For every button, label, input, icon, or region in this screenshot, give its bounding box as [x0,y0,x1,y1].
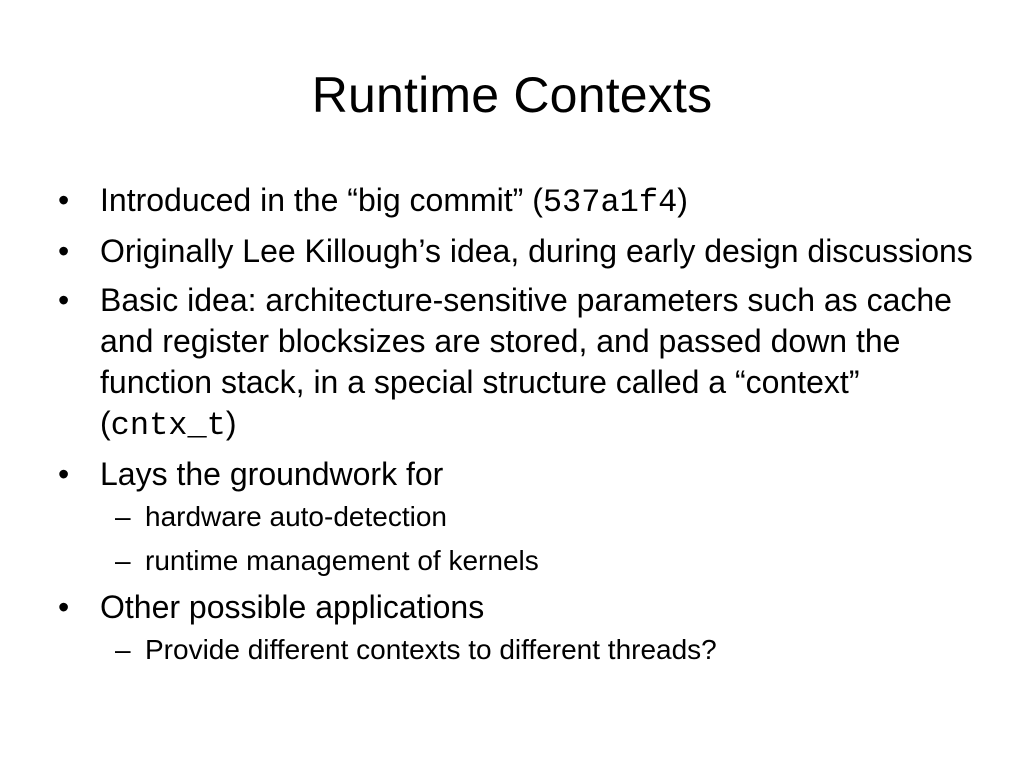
bullet-glyph: • [58,589,70,625]
sub-bullet-text: hardware auto-detection [145,501,447,532]
bullet-item [58,454,980,579]
sub-bullet-text: Provide different contexts to different threads? [145,634,717,665]
sub-bullet-glyph: – [115,545,131,576]
sub-bullet-item [115,543,980,579]
bullet-item [58,280,980,446]
bullet-list [58,180,980,676]
bullet-item [58,587,980,668]
bullet-glyph: • [58,282,70,318]
sub-bullet-glyph: – [115,501,131,532]
bullet-text: Basic idea: architecture-sensitive parameters such as cache and register blocksizes are stored, and passed down the function stack, in a special structure called a “context” ( [100,282,952,441]
bullet-item [58,231,980,272]
bullet-glyph: • [58,233,70,269]
sub-bullet-list [100,632,980,668]
bullet-text: Introduced in the “big commit” ( [100,182,543,218]
bullet-glyph: • [58,456,70,492]
bullet-text-suffix: ) [677,182,688,218]
sub-bullet-glyph: – [115,634,131,665]
bullet-glyph: • [58,182,70,218]
sub-bullet-list [100,499,980,579]
slide-title: Runtime Contexts [311,67,713,123]
bullet-text-suffix: ) [225,405,237,441]
sub-bullet-item [115,499,980,535]
bullet-item [58,180,980,223]
bullet-text: Lays the groundwork for [100,456,444,492]
commit-hash-code: 537a1f4 [542,184,678,221]
sub-bullet-item [115,632,980,668]
bullet-text: Other possible applications [100,589,485,625]
sub-bullet-text: runtime management of kernels [145,545,539,576]
context-type-code: cntx_t [110,407,226,444]
bullet-text: Originally Lee Killough’s idea, during early design discussions [100,233,973,269]
